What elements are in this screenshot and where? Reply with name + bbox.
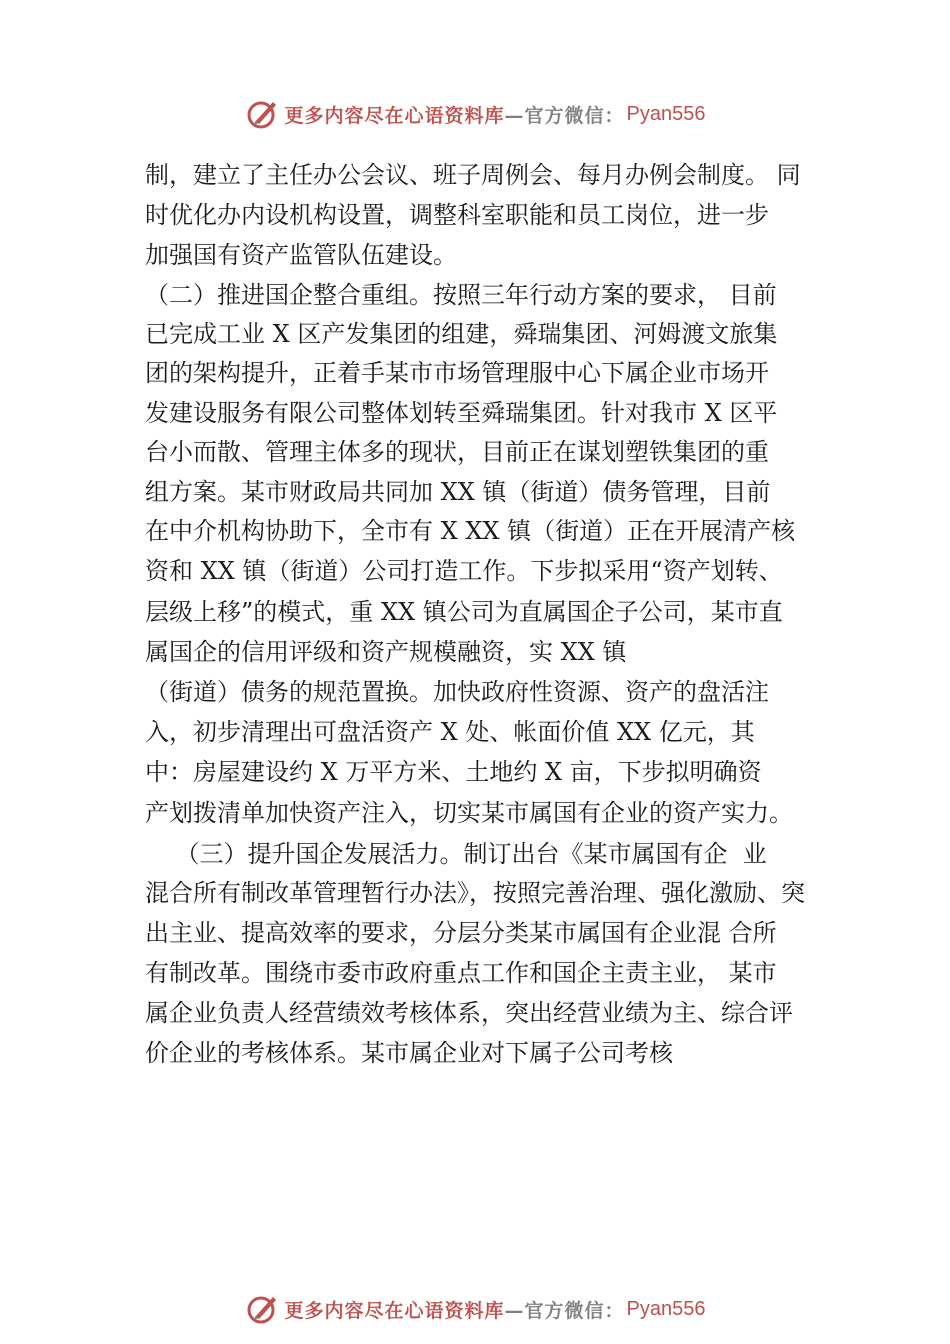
- header-separator-text: —官方微信：: [504, 104, 625, 127]
- body-line: 混合所有制改革管理暂行办法》，按照完善治理、强化激励、突: [145, 879, 805, 907]
- body-line: 中：房屋建设约 X 万平方米、土地约 X 亩，下步拟明确资: [145, 758, 762, 786]
- footer-wechat-id: Pyan556: [626, 1297, 706, 1320]
- body-line: 有制改革。围绕市委市政府重点工作和国企主责主业， 某市: [145, 959, 777, 987]
- body-line: 发建设服务有限公司整体划转至舜瑞集团。针对我市 X 区平: [145, 399, 778, 427]
- header-banner: [0, 92, 950, 136]
- header-brand-text: 更多内容尽在心语资料库: [284, 104, 505, 127]
- body-line: （街道）债务的规范置换。加快政府性资源、资产的盘活注: [145, 678, 769, 706]
- footer-separator-text: —官方微信：: [504, 1299, 625, 1322]
- body-line: 在中介机构协助下，全市有 X XX 镇（街道）正在开展清产核: [145, 517, 796, 545]
- header-wechat-id: Pyan556: [626, 102, 706, 125]
- body-line: 时优化办内设机构设置，调整科室职能和员工岗位，进一步: [145, 201, 769, 229]
- footer-brand-text: 更多内容尽在心语资料库: [284, 1299, 505, 1322]
- footer-banner: [0, 1287, 950, 1331]
- body-line: 组方案。某市财政局共同加 XX 镇（街道）债务管理，目前: [145, 478, 771, 506]
- body-line: 层级上移”的模式，重 XX 镇公司为直属国企子公司，某市直: [145, 598, 783, 626]
- body-line: （三）提升国企发展活力。制订出台《某市属国有企 业: [145, 840, 767, 868]
- body-line: 出主业、提高效率的要求，分层分类某市属国有企业混 合所: [145, 919, 777, 947]
- body-line: 台小而散、管理主体多的现状，目前正在谋划塑铁集团的重: [145, 438, 769, 466]
- body-line: 团的架构提升，正着手某市市场管理服中心下属企业市场开: [145, 359, 769, 387]
- body-line: 价企业的考核体系。某市属企业对下属子公司考核: [145, 1039, 673, 1067]
- body-line: 属企业负责人经营绩效考核体系，突出经营业绩为主、综合评: [145, 999, 793, 1027]
- quill-logo-icon: [245, 96, 281, 132]
- body-line: （二）推进国企整合重组。按照三年行动方案的要求， 目前: [145, 281, 777, 309]
- body-line: 产划拨清单加快资产注入，切实某市属国有企业的资产实力。: [145, 799, 793, 827]
- body-line: 制，建立了主任办公会议、班子周例会、每月办例会制度。 同: [145, 161, 801, 189]
- quill-logo-icon: [245, 1291, 281, 1327]
- body-line: 已完成工业 X 区产发集团的组建，舜瑞集团、河姆渡文旅集: [145, 320, 778, 348]
- body-line: 资和 XX 镇（街道）公司打造工作。下步拟采用“资产划转、: [145, 557, 783, 585]
- body-line: 加强国有资产监管队伍建设。: [145, 241, 457, 269]
- body-line: 入，初步清理出可盘活资产 X 处、帐面价值 XX 亿元，其: [145, 718, 755, 746]
- body-line: 属国企的信用评级和资产规模融资，实 XX 镇: [145, 638, 627, 666]
